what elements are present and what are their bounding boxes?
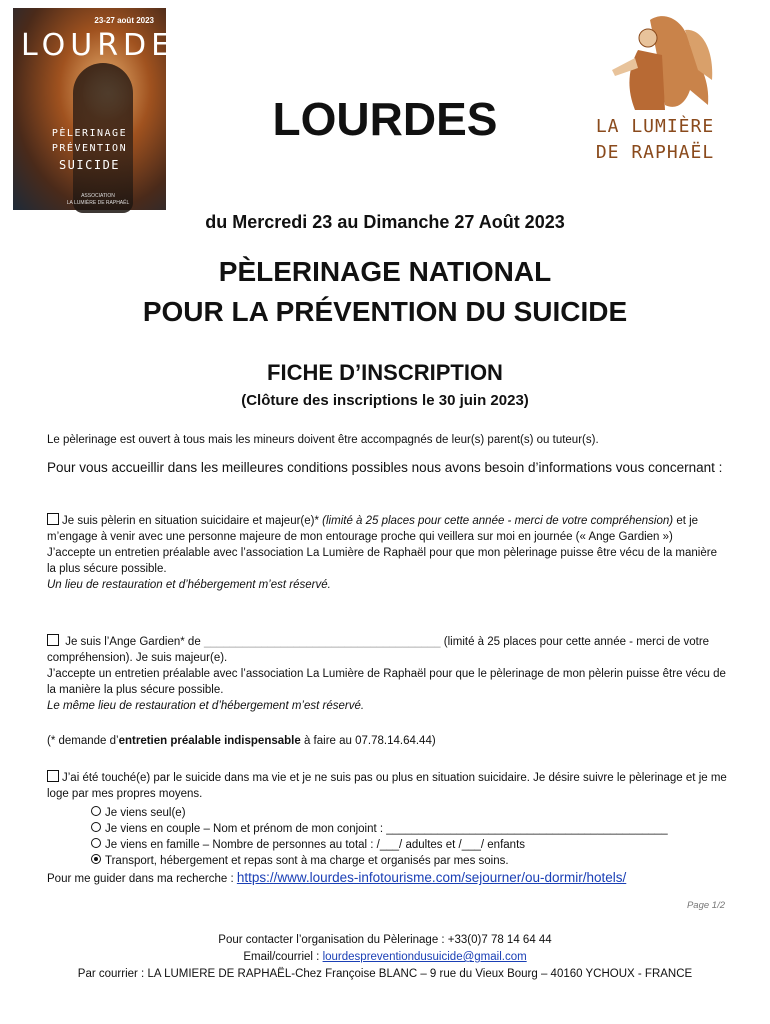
guide-line — [47, 870, 727, 887]
poster-subtitle-3: SUICIDE — [58, 158, 121, 172]
footer-email-line — [30, 949, 740, 966]
guide-prefix: Pour me guider dans ma recherche : — [47, 873, 234, 885]
event-dates: du Mercredi 23 au Dimanche 27 Août 2023 — [205, 212, 565, 232]
option1-limit: (limité à 25 places pour cette année - merci de votre compréhension) — [322, 515, 674, 527]
form-title: FICHE D’INSCRIPTION — [267, 360, 503, 385]
affected-checkbox[interactable] — [47, 770, 59, 782]
choice-label: Transport, hébergement et repas sont à ma charge et organisés par mes soins. — [105, 855, 509, 867]
footer-mail-address: Par courrier : LA LUMIERE DE RAPHAËL-Chez Françoise BLANC – 9 rue du Vieux Bourg – 40160 YCHOUX - FRANCE — [77, 968, 693, 980]
poster-assoc-1: ASSOCIATION — [81, 193, 115, 199]
association-logo — [590, 10, 720, 185]
note-suffix: à faire au 07.78.14.64.44) — [303, 735, 436, 747]
radio-family[interactable] — [91, 838, 101, 848]
note-prefix: (* demande d’ — [47, 735, 119, 747]
intro-text: Le pèlerinage est ouvert à tous mais les mineurs doivent être accompagnés de leur(s) parent(s) ou tuteur(s). — [47, 434, 599, 446]
option2-rest: (limité à 25 places pour cette année - merci de votre compréhension). Je suis majeur(e). — [47, 636, 710, 664]
option-suicidal-pilgrim — [47, 513, 727, 593]
need-info-text: Pour vous accueillir dans les meilleures conditions possibles nous avons besoin d’informations vous concernant : — [47, 460, 723, 475]
option2-lodging: Le même lieu de restauration et d’hébergement m’est réservé. — [47, 700, 365, 712]
radio-couple[interactable] — [91, 822, 101, 832]
option3-text: J’ai été touché(e) par le suicide dans ma vie et je ne suis pas ou plus en situation suicidaire. Je désire suivre le pèlerinage et je me loge par mes propres moyens. — [47, 772, 727, 800]
option1-lead: Je suis pèlerin en situation suicidaire et majeur(e)* — [62, 515, 319, 527]
main-heading — [60, 252, 710, 332]
logo-line-1: LA LUMIÈRE — [595, 116, 715, 137]
logo-line-2: DE RAPHAËL — [595, 142, 715, 163]
poster-title: LOURDES — [21, 28, 200, 63]
page-number: Page 1/2 — [686, 900, 725, 911]
poster-assoc-2: LA LUMIÈRE DE RAPHAËL — [66, 200, 130, 206]
poster-subtitle-1: PÈLERINAGE — [51, 128, 128, 139]
radio-alone[interactable] — [91, 806, 101, 816]
option2-interview: J’accepte un entretien préalable avec l’association La Lumière de Raphaël pour que le pèlerinage de mon pèlerin puisse être vécu de la manière la plus sécure possible. — [47, 668, 726, 696]
event-poster — [13, 8, 200, 210]
main-heading-line-2: POUR LA PRÉVENTION DU SUICIDE — [142, 296, 628, 327]
option1-rest: et je m’engage à venir avec une personne majeure de mon entourage proche qui veillera sur moi en journée (« Ange Gardien ») — [47, 515, 699, 543]
interview-note — [47, 733, 727, 749]
footer-contact: Pour contacter l’organisation du Pèlerinage : +33(0)7 78 14 64 44 — [218, 934, 552, 946]
radio-self-organized[interactable] — [91, 854, 101, 864]
option-affected-person — [47, 770, 727, 802]
poster-date: 23-27 août 2023 — [94, 16, 154, 25]
poster-subtitle-2: PRÉVENTION — [51, 143, 128, 154]
pilgrim-checkbox[interactable] — [47, 513, 59, 525]
note-bold: entretien préalable indispensable — [118, 735, 301, 747]
choice-label: Je viens seul(e) — [105, 807, 186, 819]
page-title: LOURDES — [272, 93, 498, 145]
footer-email-link[interactable]: lourdespreventiondusuicide@gmail.com — [322, 951, 527, 963]
pilgrim-name-blank[interactable]: _____________________________________ — [203, 636, 441, 648]
choice-alone[interactable] — [91, 805, 731, 821]
choice-couple[interactable] — [91, 821, 731, 837]
option2-lead: Je suis l’Ange Gardien* de — [65, 636, 201, 648]
angel-icon — [590, 10, 720, 120]
choice-label: Je viens en couple – Nom et prénom de mon conjoint : ____________________________________________ — [105, 823, 668, 835]
option1-lodging: Un lieu de restauration et d’hébergement m’est réservé. — [47, 579, 331, 591]
main-heading-line-1: PÈLERINAGE NATIONAL — [218, 256, 552, 287]
choice-family[interactable] — [91, 837, 731, 853]
footer-email-prefix: Email/courriel : — [243, 951, 320, 963]
hotels-link[interactable]: https://www.lourdes-infotourisme.com/sejourner/ou-dormir/hotels/ — [236, 870, 627, 885]
registration-deadline: (Clôture des inscriptions le 30 juin 2023) — [241, 392, 529, 409]
option1-interview: J’accepte un entretien préalable avec l’association La Lumière de Raphaël pour que mon pèlerinage puisse être vécu de la manière la plus sécure possible. — [47, 547, 717, 575]
choice-label: Je viens en famille – Nombre de personnes au total : /___/ adultes et /___/ enfants — [105, 839, 526, 851]
guardian-checkbox[interactable] — [47, 634, 59, 646]
choice-self-organized[interactable] — [91, 853, 731, 869]
option-guardian-angel — [47, 634, 727, 714]
